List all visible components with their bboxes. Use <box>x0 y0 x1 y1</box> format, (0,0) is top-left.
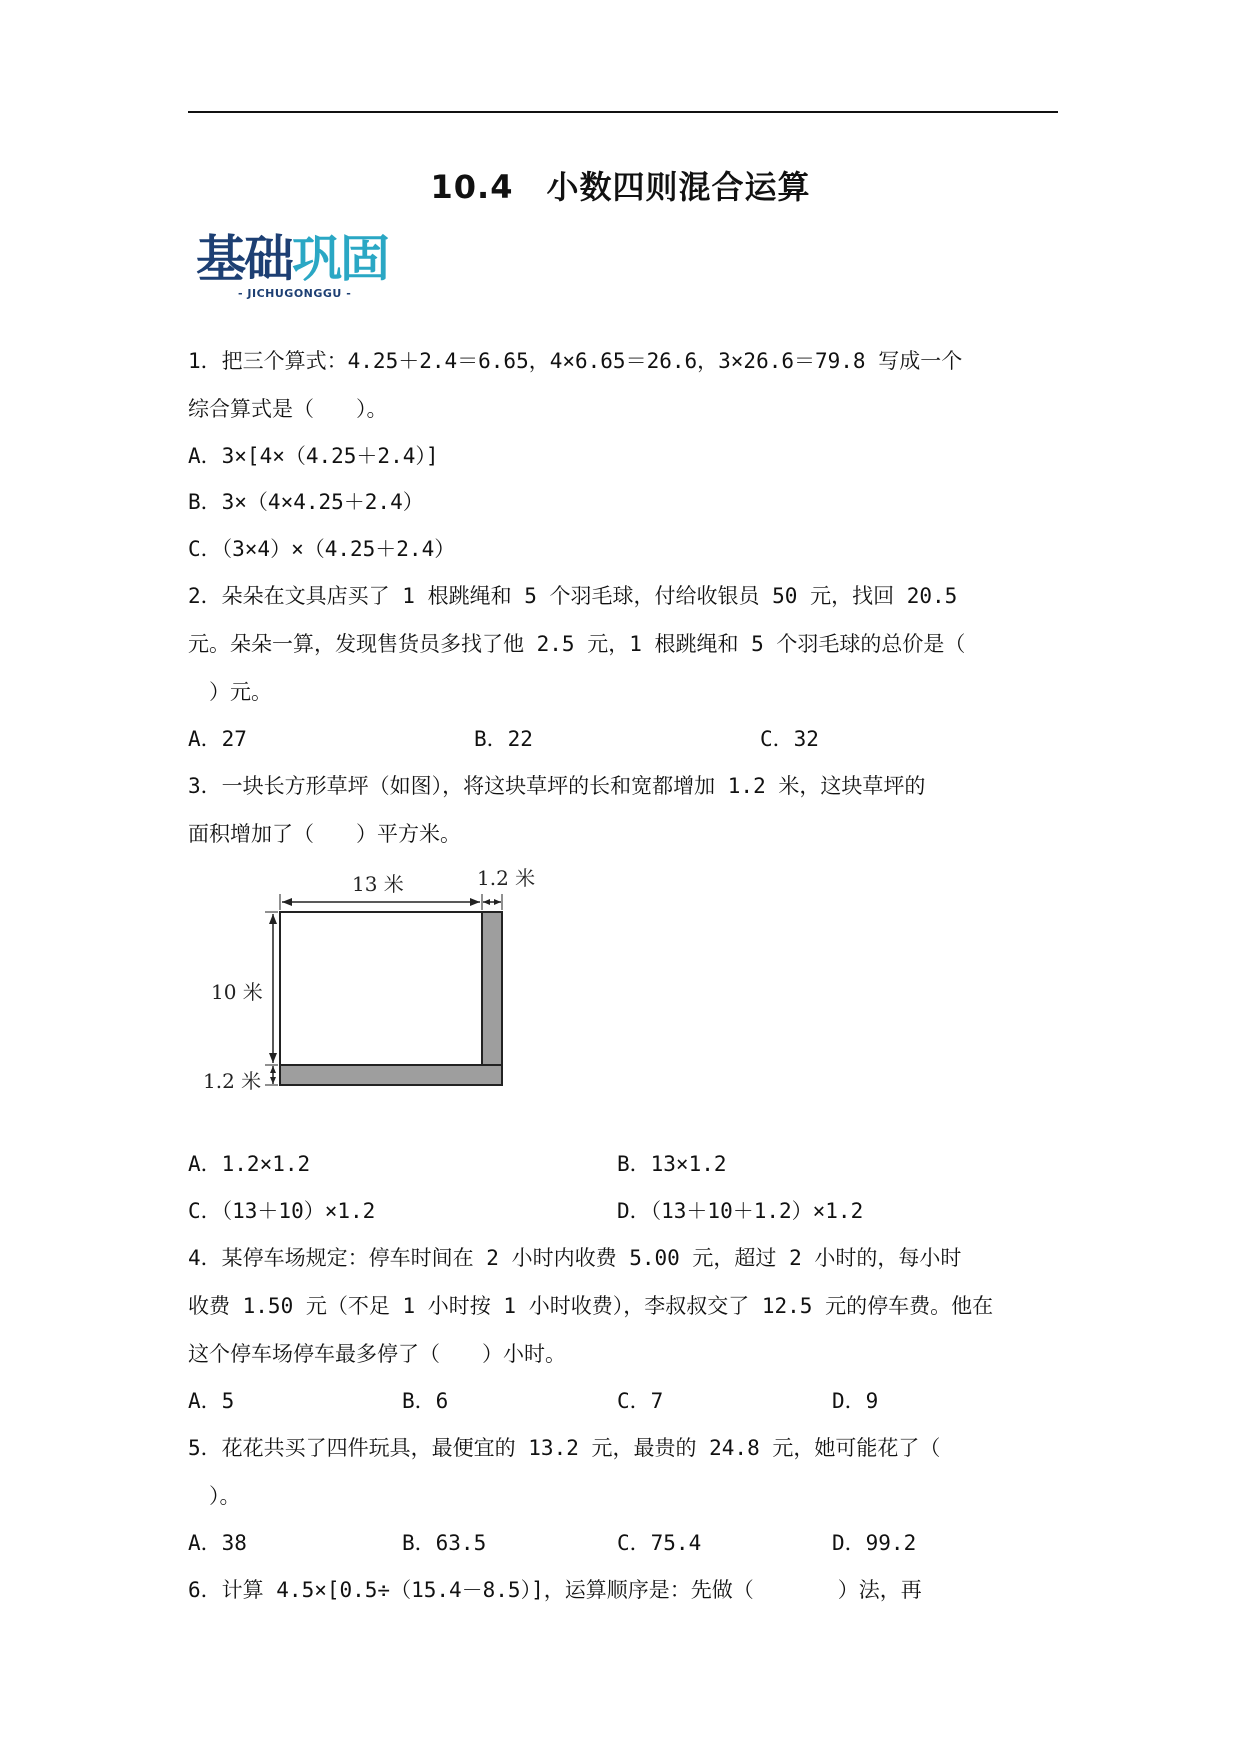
q4-stem-line3: 这个停车场停车最多停了（ ）小时。 <box>188 1342 566 1366</box>
q2-stem-line2: 元。朵朵一算，发现售货员多找了他 2.5 元，1 根跳绳和 5 个羽毛球的总价是（ <box>188 632 966 656</box>
header-rule <box>188 111 1058 113</box>
width-label: 10 米 <box>211 980 263 1004</box>
original-lawn <box>280 912 482 1065</box>
top-extension-label: 1.2 米 <box>477 866 536 890</box>
q5-stem-line2: ）。 <box>188 1484 241 1508</box>
q1-stem-line2: 综合算式是（ ）。 <box>188 397 388 421</box>
extension-strip-bottom <box>280 1065 502 1085</box>
q3-stem-line2: 面积增加了（ ）平方米。 <box>188 822 461 846</box>
length-label: 13 米 <box>352 872 404 896</box>
q4-option-b[interactable]: B．6 <box>402 1389 449 1413</box>
q5-option-b[interactable]: B．63.5 <box>402 1531 487 1555</box>
q3-option-b[interactable]: B．13×1.2 <box>617 1152 727 1176</box>
q5-option-d[interactable]: D．99.2 <box>832 1531 917 1555</box>
q1-option-c[interactable]: C．（3×4）×（4.25＋2.4） <box>188 537 456 561</box>
q5-option-c[interactable]: C．75.4 <box>617 1531 702 1555</box>
q1-stem-line1: 1．把三个算式：4.25＋2.4＝6.65，4×6.65＝26.6，3×26.6＝79.8 写成一个 <box>188 349 963 373</box>
extension-strip-right <box>482 912 502 1085</box>
q4-option-c[interactable]: C．7 <box>617 1389 664 1413</box>
q2-option-c[interactable]: C．32 <box>760 727 819 751</box>
q3-option-a[interactable]: A．1.2×1.2 <box>188 1152 311 1176</box>
logo-subtitle: - JICHUGONGGU - <box>238 287 352 300</box>
q2-stem-line3: ）元。 <box>188 680 272 704</box>
q3-stem-line1: 3．一块长方形草坪（如图），将这块草坪的长和宽都增加 1.2 米，这块草坪的 <box>188 774 926 798</box>
q5-option-a[interactable]: A．38 <box>188 1531 247 1555</box>
q1-option-a[interactable]: A．3×[4×（4.25＋2.4）] <box>188 444 439 468</box>
q1-option-b[interactable]: B．3×（4×4.25＋2.4） <box>188 490 424 514</box>
section-logo <box>196 231 416 301</box>
q3-option-d[interactable]: D．（13＋10＋1.2）×1.2 <box>617 1199 864 1223</box>
q4-stem-line1: 4．某停车场规定：停车时间在 2 小时内收费 5.00 元，超过 2 小时的，每小时 <box>188 1246 962 1270</box>
q6-stem-line1: 6．计算 4.5×[0.5÷（15.4－8.5）]，运算顺序是：先做（ ）法，再 <box>188 1578 922 1602</box>
logo-text-dark: 基础 <box>196 230 292 288</box>
side-extension-label: 1.2 米 <box>203 1069 262 1093</box>
q3-option-c[interactable]: C．（13＋10）×1.2 <box>188 1199 376 1223</box>
page-title: 10.4 小数四则混合运算 <box>430 168 811 206</box>
q2-option-b[interactable]: B．22 <box>474 727 533 751</box>
q2-option-a[interactable]: A．27 <box>188 727 247 751</box>
q4-stem-line2: 收费 1.50 元（不足 1 小时按 1 小时收费），李叔叔交了 12.5 元的停车费。他在 <box>188 1294 994 1318</box>
q2-stem-line1: 2．朵朵在文具店买了 1 根跳绳和 5 个羽毛球，付给收银员 50 元，找回 20.5 <box>188 584 958 608</box>
logo-text-light: 巩固 <box>292 230 388 288</box>
q4-option-a[interactable]: A．5 <box>188 1389 235 1413</box>
lawn-figure <box>195 860 555 1100</box>
q5-stem-line1: 5．花花共买了四件玩具，最便宜的 13.2 元，最贵的 24.8 元，她可能花了（ <box>188 1436 941 1460</box>
q4-option-d[interactable]: D．9 <box>832 1389 879 1413</box>
